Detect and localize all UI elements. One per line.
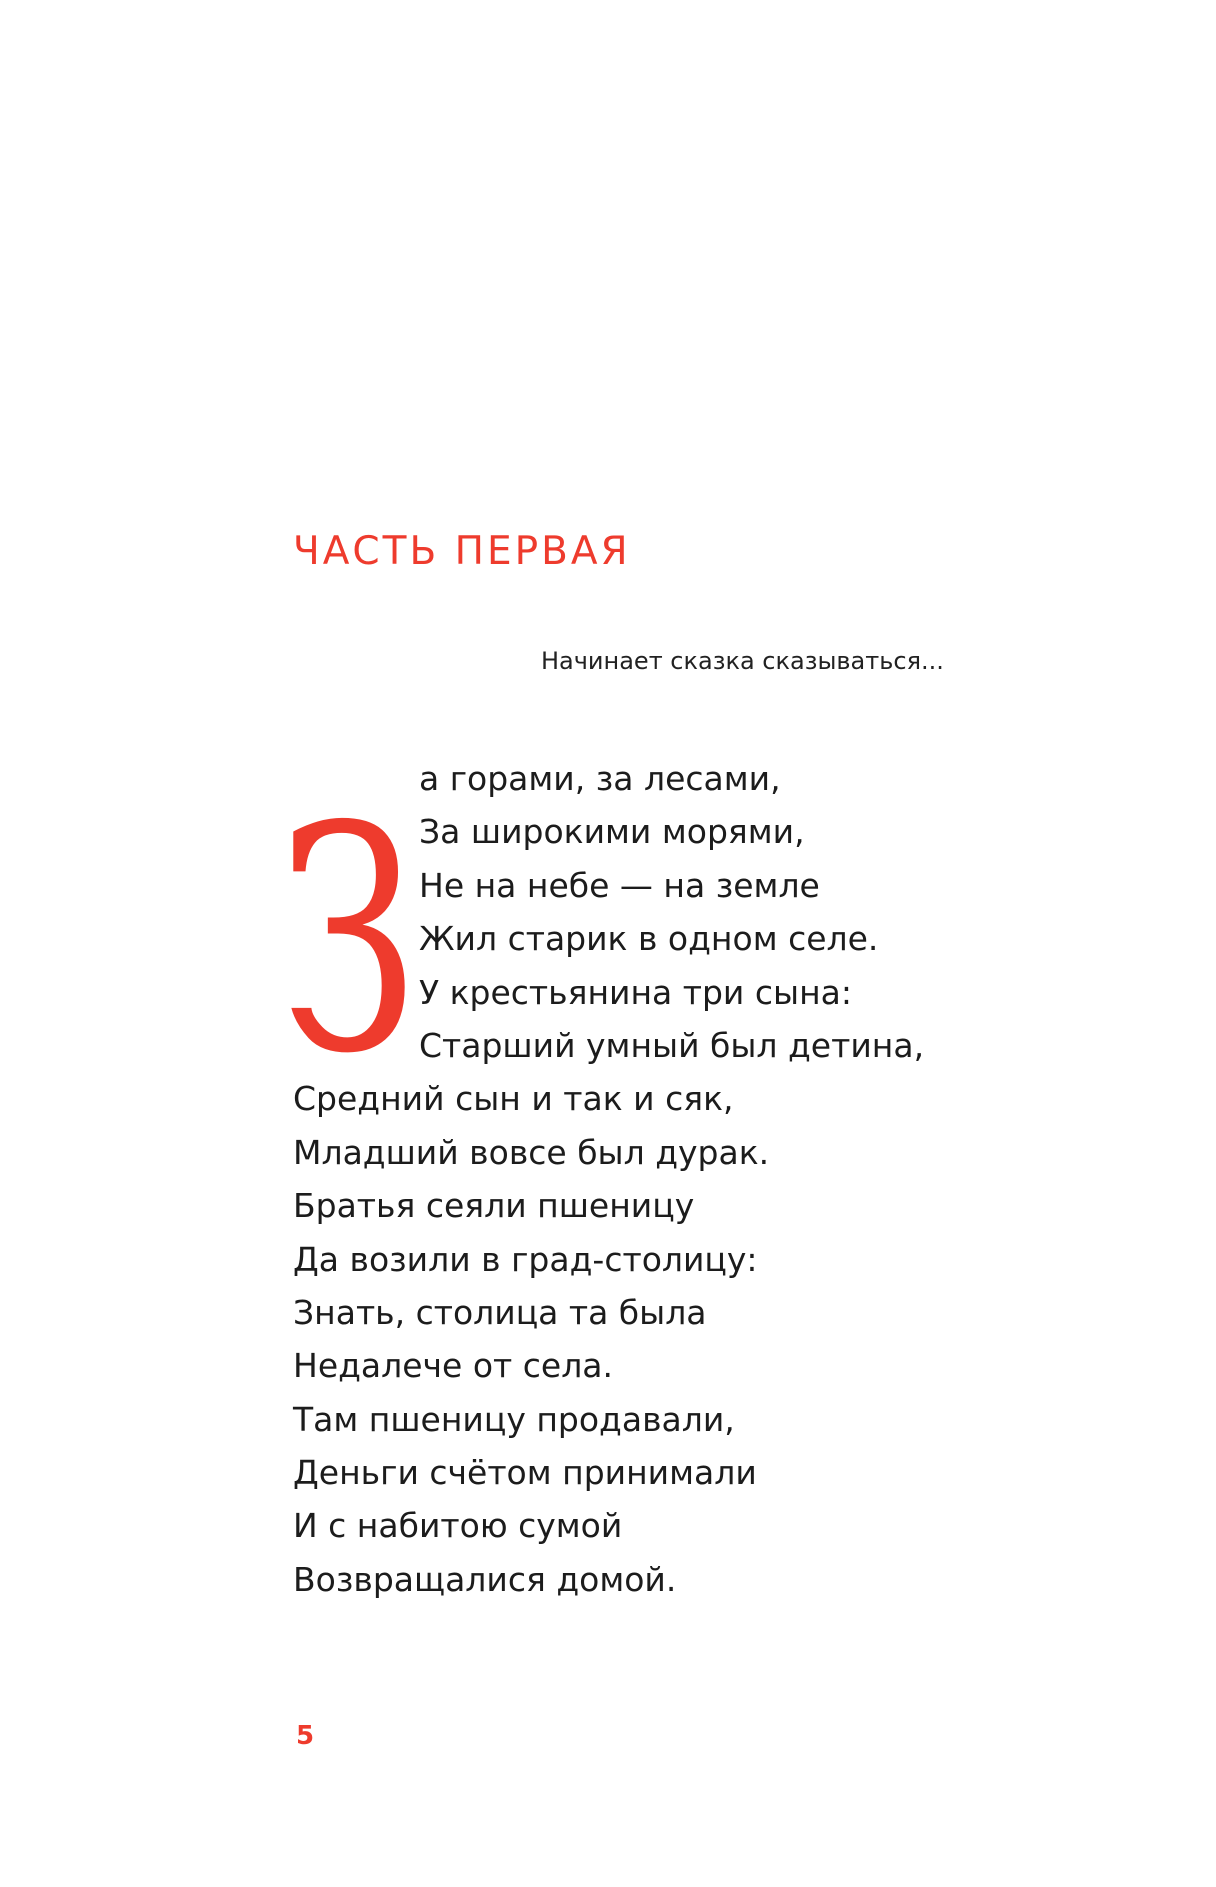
drop-cap-text: З xyxy=(279,759,419,1122)
verse-line: У крестьянина три сына: xyxy=(419,972,852,1012)
verse-line: а горами, за лесами, xyxy=(419,759,781,798)
verse-line: Деньги счётом принимали xyxy=(293,1453,757,1493)
verse-line: За широкими морями, xyxy=(419,812,805,852)
page-number: 5 xyxy=(296,1721,315,1751)
verse-line: Недалече от села. xyxy=(293,1346,613,1386)
verse-line: Старший умный был детина, xyxy=(419,1025,925,1065)
verse-line: Там пшеницу продавали, xyxy=(293,1399,735,1439)
verse-line: Да возили в град-столицу: xyxy=(293,1239,758,1279)
verse-line: И с набитою сумой xyxy=(293,1506,623,1546)
verse-line: Не на небе — на земле xyxy=(419,865,820,905)
verse-line: Знать, столица та была xyxy=(293,1292,707,1332)
verse-line: Жил старик в одном селе. xyxy=(419,919,879,959)
verse-line: Средний сын и так и сяк, xyxy=(293,1079,734,1119)
verse-line: Младший вовсе был дурак. xyxy=(293,1132,770,1172)
verse-block xyxy=(0,752,1216,1606)
part-title: ЧАСТЬ ПЕРВАЯ xyxy=(293,529,631,574)
verse-line: Возвращалися домой. xyxy=(293,1559,677,1599)
verse-line: Братья сеяли пшеницу xyxy=(293,1186,695,1226)
epigraph: Начинает сказка сказываться... xyxy=(541,647,944,675)
